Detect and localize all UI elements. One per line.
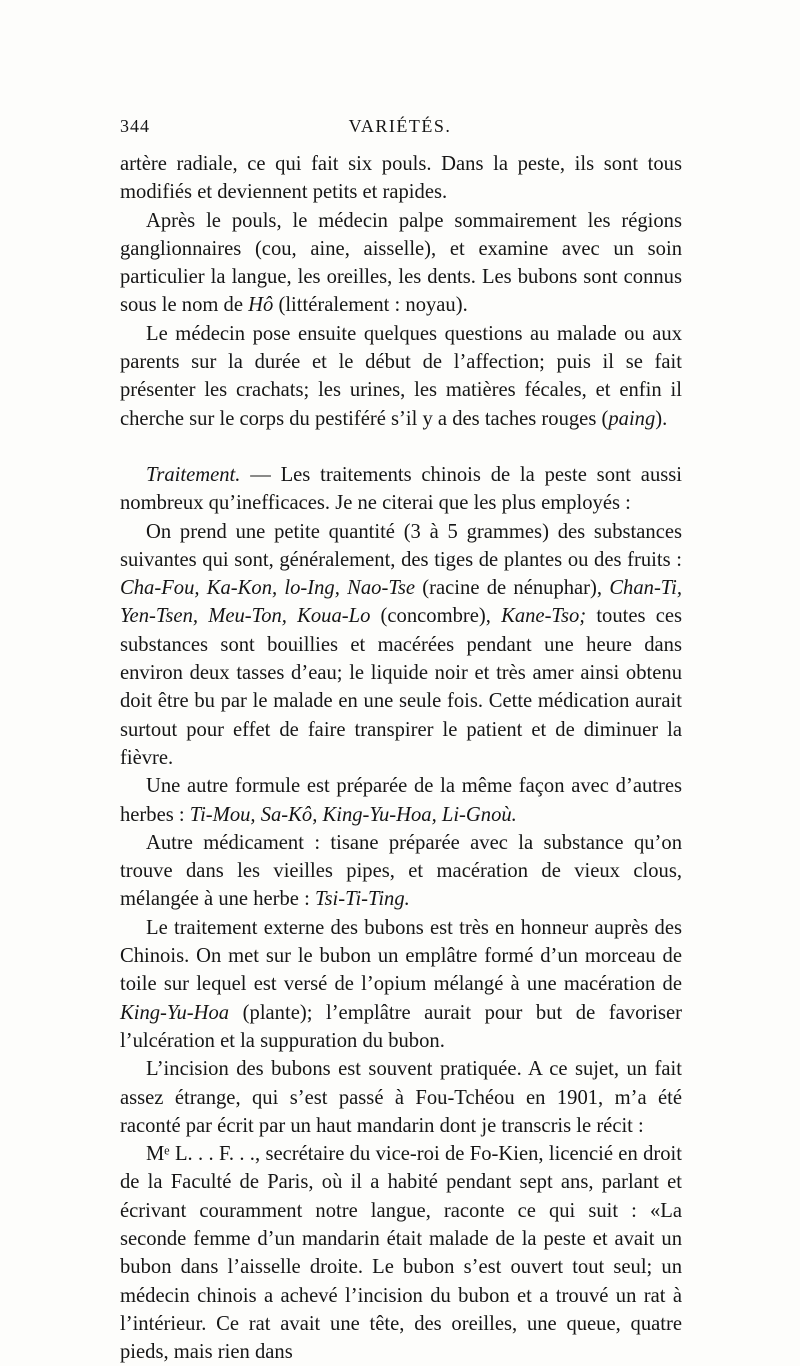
text-run: Le médecin pose ensuite quelques questions au malade ou aux parents sur la durée et le début de l’affection; puis il se fait présenter les crachats; les urines, les matières fécales, et enfin il cherche sur le corps du pestiféré s’il y a des taches rouges (	[120, 322, 682, 430]
text-run: (littéralement : noyau).	[273, 294, 468, 317]
text-run: artère radiale, ce qui fait six pouls. Dans la peste, ils sont tous modifiés et deviennent petits et rapides.	[120, 153, 682, 204]
body-text	[120, 150, 682, 1366]
paragraph	[120, 461, 682, 518]
paragraph	[120, 1055, 682, 1140]
paragraph	[120, 320, 682, 433]
paragraph	[120, 150, 682, 207]
paragraph	[120, 829, 682, 914]
text-run: (plante); l’emplâtre aurait pour but de favoriser l’ulcération et la suppuration du bubon.	[120, 1001, 682, 1052]
italic-run: paing	[608, 407, 656, 430]
text-run: Mᵉ L. . . F. . ., secrétaire du vice-roi de Fo-Kien, licencié en droit de la Faculté de Paris, où il a habité pendant sept ans, parlant et écrivant couramment notre langue, raconte ce qui suit : «La seconde femme d’un mandarin était malade de la peste et avait un bubon dans l’aisselle droite. Le bubon s’est ouvert tout seul; un médecin chinois a achevé l’incision du bubon et a trouvé un rat à l’intérieur. Ce rat avait une tête, des oreilles, une queue, quatre pieds, mais rien dans	[120, 1143, 682, 1364]
text-run: toutes ces substances sont bouillies et macérées pendant une heure dans environ deux tasses d’eau; le liquide noir et très amer ainsi obtenu doit être bu par le malade en une seule fois. Cette médication aurait surtout pour effet de faire transpirer le patient et de diminuer la fièvre.	[120, 605, 682, 769]
italic-run: Tsi-Ti-Ting.	[314, 888, 410, 911]
text-run: Une autre formule est préparée de la même façon avec d’autres herbes :	[120, 775, 682, 826]
section-gap	[120, 433, 682, 461]
italic-run: Cha-Fou, Ka-Kon, lo-Ing, Nao-Tse	[120, 577, 416, 600]
italic-run: Traitement.	[146, 463, 241, 486]
italic-run: Ti-Mou, Sa-Kô, King-Yu-Hoa, Li-Gnoù.	[189, 803, 517, 826]
text-run: L’incision des bubons est souvent pratiquée. A ce sujet, un fait assez étrange, qui s’est passé à Fou-Tchéou en 1901, m’a été raconté par écrit par un haut mandarin dont je transcris le récit :	[120, 1058, 682, 1137]
paragraph	[120, 518, 682, 773]
text-run: Après le pouls, le médecin palpe sommairement les régions ganglionnaires (cou, aine, aisselle), et examine avec un soin particulier la langue, les oreilles, les dents. Les bubons sont connus sous le nom de	[120, 209, 682, 317]
text-run: On prend une petite quantité (3 à 5 grammes) des substances suivantes qui sont, généralement, des tiges de plantes ou des fruits :	[120, 520, 682, 571]
text-run: — Les traitements chinois de la peste sont aussi nombreux qu’inefficaces. Je ne citerai que les plus employés :	[120, 463, 682, 515]
paragraph	[120, 772, 682, 829]
text-run: Le traitement externe des bubons est très en honneur auprès des Chinois. On met sur le bubon un emplâtre formé d’un morceau de toile sur lequel est versé de l’opium mélangé à une macération de	[120, 916, 682, 996]
page-header	[120, 116, 680, 140]
text-run: (racine de nénuphar),	[415, 577, 610, 600]
page-number: 344	[120, 116, 150, 136]
italic-run: Chan-Ti, Yen-Tsen, Meu-Ton, Koua-Lo	[120, 577, 682, 628]
text-run: ).	[655, 407, 668, 430]
paragraph	[120, 1140, 682, 1366]
running-title: VARIÉTÉS.	[348, 116, 452, 136]
text-run: Autre médicament : tisane préparée avec la substance qu’on trouve dans les vieilles pipes, et macération de vieux clous, mélangée à une herbe :	[120, 831, 682, 911]
text-run: (concombre),	[370, 605, 502, 628]
italic-run: Hô	[248, 294, 274, 317]
paragraph	[120, 914, 682, 1055]
italic-run: King-Yu-Hoa	[120, 1001, 230, 1024]
italic-run: Kane-Tso;	[501, 605, 587, 628]
paragraph	[120, 207, 682, 320]
